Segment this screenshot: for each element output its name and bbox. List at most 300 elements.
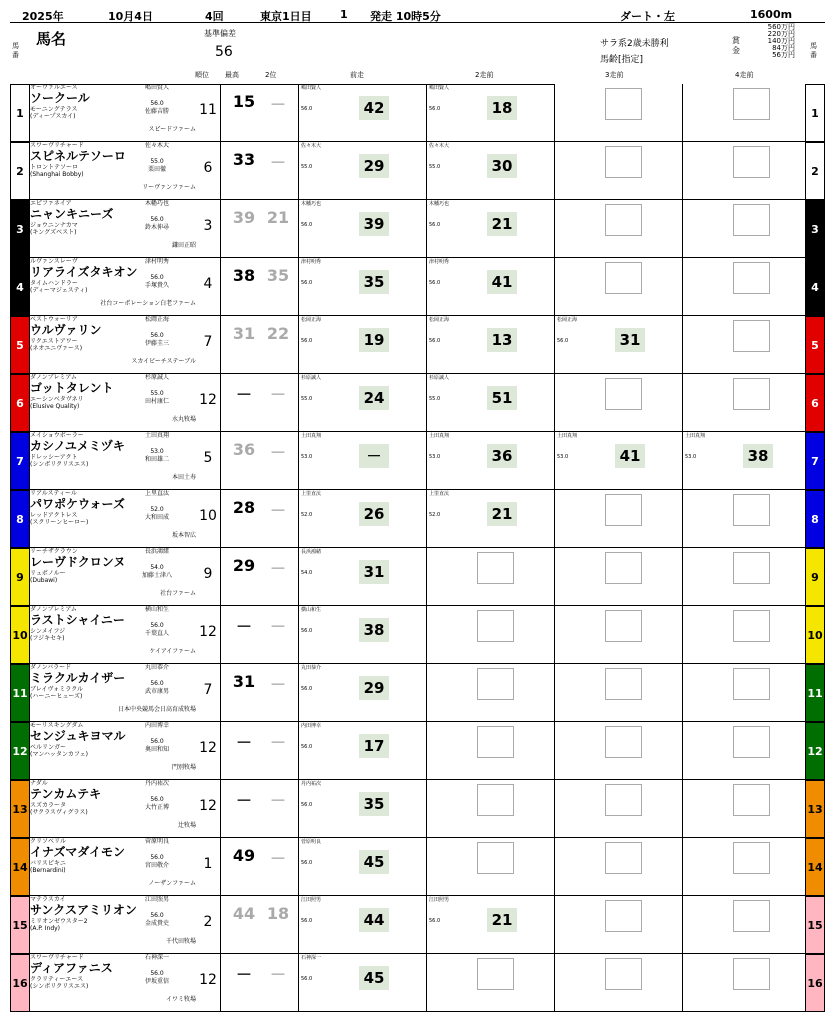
race-cell: [426, 316, 557, 373]
dam-sire: (シンボリクリスエス): [30, 983, 89, 990]
trainer: 武市康男: [144, 688, 169, 695]
race-cell-empty: [682, 374, 813, 431]
horse-name[interactable]: ディアファニス: [30, 961, 113, 975]
race-cell-empty: [554, 606, 685, 663]
score-cell: [220, 200, 297, 257]
race-score: 21: [487, 212, 517, 236]
rank: 2: [203, 914, 213, 930]
weight: 56.0: [150, 796, 164, 803]
weight: 53.0: [150, 448, 164, 455]
horse-info: [30, 316, 198, 373]
race-cell: [298, 84, 429, 141]
race-meta: 嶋田賢人: [301, 85, 322, 91]
rank: 12: [199, 740, 217, 756]
horse-name[interactable]: テンカムテキ: [30, 787, 102, 801]
race-score: 36: [487, 444, 517, 468]
rank: 6: [203, 160, 213, 176]
table-row: [10, 84, 825, 142]
trainer: 伊坂重信: [144, 978, 169, 985]
race-weight: 53.0: [557, 454, 569, 460]
jockey: 江田照男: [144, 896, 169, 903]
horse-info: [30, 258, 198, 315]
race-cell: [298, 374, 429, 431]
grid-box: [605, 842, 642, 874]
owner: スピードファーム: [148, 126, 196, 133]
table-row: [10, 664, 825, 722]
horse-name[interactable]: リアライズタキオン: [30, 265, 138, 279]
col-prev3: 3走前: [605, 71, 624, 79]
owner: イワミ牧場: [165, 996, 196, 1003]
race-meta: 土田真翔: [685, 433, 706, 439]
best-score: －: [235, 733, 252, 752]
grid-box: [733, 204, 770, 236]
race-cell-empty: [554, 722, 685, 779]
race-cell-empty: [554, 548, 685, 605]
best-score: 49: [232, 846, 256, 865]
jockey: 津村明秀: [144, 258, 169, 265]
table-row: [10, 490, 825, 548]
race-meta: 杉原誠人: [429, 375, 450, 381]
dam: シンメイフジ: [30, 628, 66, 635]
race-meta: 木幡巧也: [429, 201, 450, 207]
horse-name[interactable]: ラストシャイニー: [30, 613, 125, 627]
rank: 7: [203, 682, 213, 698]
race-weight: 56.0: [301, 106, 313, 112]
trainer: 大竹正博: [144, 804, 169, 811]
table-row: [10, 954, 825, 1012]
rank: 12: [199, 798, 217, 814]
race-cell: [426, 896, 557, 953]
race-meta: 津村明秀: [301, 259, 322, 265]
grid-box: [733, 378, 770, 410]
grid-box: [733, 900, 770, 932]
race-meta: 木幡巧也: [301, 201, 322, 207]
race-score: 24: [359, 386, 389, 410]
start-time: 発走 10時5分: [370, 10, 441, 23]
grid-box: [477, 668, 514, 700]
race-meta: 上里直汰: [301, 491, 322, 497]
race-meta: 菅原明良: [301, 839, 322, 845]
grid-box: [605, 494, 642, 526]
best-score: －: [235, 385, 252, 404]
horse-name[interactable]: カシノユメミヅキ: [30, 439, 125, 453]
race-cell-empty: [426, 954, 557, 1011]
trainer: 大和田成: [144, 514, 169, 521]
race-meta: 佐々木大: [301, 143, 322, 149]
race-weight: 56.0: [429, 222, 441, 228]
dam: レッドアクトレス: [30, 512, 78, 519]
score-cell: [220, 142, 297, 199]
grid-box: [733, 494, 770, 526]
prize-2: 220万円: [767, 30, 795, 38]
grid-box: [605, 378, 642, 410]
umaban-right: 15: [805, 896, 825, 954]
grid-box: [733, 320, 770, 352]
race-score: 51: [487, 386, 517, 410]
second-score: －: [269, 617, 286, 636]
race-cell-empty: [426, 606, 557, 663]
second-score: －: [269, 965, 286, 984]
race-cell-empty: [682, 490, 813, 547]
weight: 56.0: [150, 912, 164, 919]
race-weight: 56.0: [301, 222, 313, 228]
race-cell-empty: [426, 780, 557, 837]
race-score: 31: [615, 328, 645, 352]
race-meta: 土田真翔: [301, 433, 322, 439]
weight: 56.0: [150, 680, 164, 687]
umaban-left: 6: [10, 374, 30, 432]
rank: 12: [199, 624, 217, 640]
best-score: －: [235, 617, 252, 636]
dam-sire: (フジキセキ): [30, 635, 65, 642]
rank: 11: [199, 102, 217, 118]
trainer: 栗田徹: [147, 166, 166, 173]
grid-box: [605, 726, 642, 758]
owner: 社台ファーム: [160, 590, 196, 597]
dam: ドレッシーアクト: [30, 454, 78, 461]
owner: ケイアイファーム: [149, 648, 196, 655]
jockey: 石神深一: [144, 954, 169, 961]
rank: 12: [199, 392, 217, 408]
race-cell-empty: [682, 316, 813, 373]
rank: 3: [203, 218, 213, 234]
horse-name[interactable]: イナズマダイモン: [30, 845, 126, 859]
trainer: 和田雄二: [144, 456, 169, 463]
race-weight: 56.0: [429, 280, 441, 286]
race-meta: 松岡正海: [301, 317, 322, 323]
second-score: －: [269, 443, 286, 462]
race-cell-empty: [682, 954, 813, 1011]
weight: 56.0: [150, 854, 164, 861]
race-score: 45: [359, 966, 389, 990]
race-cell-empty: [554, 780, 685, 837]
dam-sire: (Elusive Quality): [30, 403, 80, 410]
umaban-left: 10: [10, 606, 30, 664]
horse-info: [30, 664, 198, 721]
table-row: [10, 722, 825, 780]
race-no: 1: [340, 8, 348, 21]
race-cell-empty: [554, 664, 685, 721]
dam: タイムハンドラー: [30, 280, 78, 287]
dam-sire: (ネオユニヴァース): [30, 345, 83, 352]
horse-name[interactable]: センジュキヨマル: [30, 729, 126, 743]
jockey: 土田真翔: [144, 432, 169, 439]
horse-info: [30, 954, 198, 1011]
race-title-bar: [10, 8, 825, 23]
weight: 56.0: [150, 738, 164, 745]
sire: メイショウボーラー: [30, 432, 84, 439]
race-weight: 53.0: [685, 454, 697, 460]
table-row: [10, 374, 825, 432]
race-score: －: [359, 444, 389, 468]
race-weight: 56.0: [557, 338, 569, 344]
second-score: －: [269, 95, 286, 114]
owner: 水丸牧場: [171, 416, 196, 423]
table-header: [10, 22, 825, 85]
race-meta: 杉原誠人: [301, 375, 322, 381]
sire: ダノンプレミアム: [30, 606, 77, 613]
race-cell: [426, 258, 557, 315]
entries-table: [10, 84, 825, 1012]
race-score: 38: [359, 618, 389, 642]
score-cell: [220, 838, 297, 895]
grid-box: [605, 552, 642, 584]
jockey: 松岡正海: [144, 316, 169, 323]
race-score: 21: [487, 908, 517, 932]
grid-box: [605, 204, 642, 236]
horse-info: [30, 606, 198, 663]
dam: エーシンベタヴネリ: [30, 396, 84, 403]
weight: 56.0: [150, 216, 164, 223]
race-cell-empty: [554, 896, 685, 953]
owner: 門別牧場: [171, 764, 196, 771]
umaban-right: 8: [805, 490, 825, 548]
race-cell-empty: [682, 84, 813, 141]
race-cell-empty: [554, 258, 685, 315]
second-score: －: [269, 791, 286, 810]
sire: スワーヴリチャード: [30, 954, 84, 961]
race-class: サラ系2歳未勝利: [600, 39, 669, 49]
grid-box: [605, 668, 642, 700]
score-cell: [220, 606, 297, 663]
grid-box: [733, 784, 770, 816]
jockey: 丹内祐次: [144, 780, 169, 787]
dam-sire: (A.P. Indy): [30, 925, 61, 932]
race-cell-empty: [426, 838, 557, 895]
second-score: －: [269, 501, 286, 520]
horse-name[interactable]: パワポケウォーズ: [30, 497, 125, 511]
race-weight: 53.0: [429, 454, 441, 460]
race-cell-empty: [554, 142, 685, 199]
dam-sire: (シンボリクリスエス): [30, 461, 89, 468]
umaban-left: 9: [10, 548, 30, 606]
dam-sire: (サクラスヴィグラス): [30, 809, 88, 816]
best-score: 36: [232, 440, 256, 459]
prize-label: 賞金: [732, 36, 740, 55]
race-cell: [298, 954, 429, 1011]
race-cell: [298, 200, 429, 257]
race-score: 35: [359, 270, 389, 294]
grid-box: [733, 552, 770, 584]
sire: オーヴァルエース: [30, 84, 78, 91]
table-row: [10, 606, 825, 664]
sire: クリソベリル: [30, 838, 67, 845]
best-score: 33: [232, 150, 256, 169]
umaban-label: 馬番: [12, 42, 19, 59]
race-score: 30: [487, 154, 517, 178]
grid-box: [605, 958, 642, 990]
race-cell-empty: [554, 490, 685, 547]
score-cell: [220, 258, 297, 315]
horse-name[interactable]: サンクスアミリオン: [30, 903, 137, 917]
horse-info: [30, 722, 198, 779]
owner: 坂本智広: [171, 532, 196, 539]
dam: ミリオンゼウスター2: [30, 918, 88, 925]
rank: 1: [203, 856, 213, 872]
dam-sire: (ディープスカイ): [30, 113, 76, 120]
rank: 7: [203, 334, 213, 350]
race-meta: 丸田恭介: [301, 665, 322, 671]
venue: 東京1日目: [260, 10, 312, 23]
sire: ナダル: [30, 780, 48, 787]
race-cell: [298, 722, 429, 779]
prize-list: [745, 24, 795, 59]
dam: ブレイヴォミラクル: [30, 686, 84, 693]
sire: エピファネイア: [30, 200, 72, 207]
owner: スカイビーチステーブル: [131, 358, 196, 365]
race-cell-empty: [682, 722, 813, 779]
best-score: 31: [232, 324, 256, 343]
sire: ルヴァンスレーヴ: [30, 258, 78, 265]
score-cell: [220, 316, 297, 373]
race-score: 21: [487, 502, 517, 526]
race-cell: [298, 490, 429, 547]
umaban-right: 1: [805, 84, 825, 142]
score-cell: [220, 780, 297, 837]
best-score: 29: [232, 556, 256, 575]
umaban-right: 10: [805, 606, 825, 664]
race-meta: 江田照男: [429, 897, 450, 903]
trainer: 手塚貴久: [144, 282, 169, 289]
jockey: 木幡巧也: [144, 200, 169, 207]
best-score: 39: [232, 208, 256, 227]
race-weight: 52.0: [301, 512, 313, 518]
race-cell: [426, 432, 557, 489]
horse-name[interactable]: ニャンキニーズ: [30, 207, 114, 221]
race-weight: 55.0: [301, 164, 313, 170]
umaban-right: 14: [805, 838, 825, 896]
dam: ベルリンガー: [30, 744, 67, 751]
grid-box: [605, 610, 642, 642]
second-score: 21: [266, 208, 290, 227]
prize-3: 140万円: [767, 37, 795, 45]
umaban-right: 2: [805, 142, 825, 200]
horse-name[interactable]: スピネルテソーロ: [30, 149, 126, 163]
horse-name[interactable]: ゴットタレント: [30, 381, 114, 395]
race-weight: 53.0: [301, 454, 313, 460]
score-cell: [220, 490, 297, 547]
table-row: [10, 548, 825, 606]
umaban-right: 16: [805, 954, 825, 1012]
owner: リーヴァンファーム: [142, 184, 196, 191]
prize-5: 56万円: [772, 51, 795, 59]
horse-info: [30, 838, 198, 895]
horse-name[interactable]: ソークール: [30, 91, 90, 105]
rank: 5: [203, 450, 213, 466]
horse-name[interactable]: レーヴドクロンヌ: [30, 555, 126, 569]
jockey: 嶋田賢人: [144, 84, 169, 91]
weight: 56.0: [150, 332, 164, 339]
race-meta: 丹内祐次: [301, 781, 322, 787]
race-cell-empty: [554, 954, 685, 1011]
race-cell: [426, 200, 557, 257]
grid-box: [733, 262, 770, 294]
grid-box: [733, 668, 770, 700]
race-score: 41: [615, 444, 645, 468]
race-weight: 56.0: [429, 918, 441, 924]
score-cell: [220, 84, 297, 141]
owner: 辻牧場: [177, 822, 196, 829]
dam-sire: (ディーマジェスティ): [30, 287, 88, 294]
table-row: [10, 200, 825, 258]
table-row: [10, 258, 825, 316]
grid-box: [605, 146, 642, 178]
race-meta: 石神深一: [301, 955, 322, 961]
race-cell-empty: [426, 548, 557, 605]
race-cell-empty: [682, 780, 813, 837]
race-cell: [298, 780, 429, 837]
race-cell-empty: [682, 200, 813, 257]
race-score: 26: [359, 502, 389, 526]
score-cell: [220, 664, 297, 721]
horse-info: [30, 548, 198, 605]
owner: 千代田牧場: [165, 938, 196, 945]
race-score: 41: [487, 270, 517, 294]
race-weight: 55.0: [429, 164, 441, 170]
dam: バリスピキニ: [30, 860, 66, 867]
race-cell-empty: [682, 142, 813, 199]
sire: マテラスカイ: [30, 896, 66, 903]
umaban-left: 4: [10, 258, 30, 316]
grid-box: [733, 146, 770, 178]
horse-name[interactable]: ウルヴァリン: [30, 323, 102, 337]
race-cell: [426, 142, 557, 199]
race-cell: [426, 490, 557, 547]
rank: 4: [203, 276, 213, 292]
dam: ジョウニンナカマ: [30, 222, 78, 229]
umaban-left: 13: [10, 780, 30, 838]
race-meta: 津村明秀: [429, 259, 450, 265]
dam: スズカラータ: [30, 802, 67, 809]
second-score: －: [269, 849, 286, 868]
umaban-right: 11: [805, 664, 825, 722]
owner: 社台コーポレーション白老ファーム: [100, 300, 196, 307]
race-cell: [298, 606, 429, 663]
table-row: [10, 896, 825, 954]
umaban-right: 12: [805, 722, 825, 780]
table-row: [10, 432, 825, 490]
grid-box: [733, 610, 770, 642]
dam-sire: (スクリーンヒーロー): [30, 519, 89, 526]
umaban-left: 8: [10, 490, 30, 548]
umaban-left: 7: [10, 432, 30, 490]
race-meta: 内田博幸: [301, 723, 322, 729]
score-cell: [220, 954, 297, 1011]
jockey: 上里直汰: [144, 490, 169, 497]
score-cell: [220, 722, 297, 779]
year: 2025年: [22, 10, 64, 23]
horse-name[interactable]: ミラクルカイザー: [30, 671, 126, 685]
race-weight: 56.0: [429, 106, 441, 112]
race-cell-empty: [682, 664, 813, 721]
race-cell: [298, 664, 429, 721]
grid-box: [477, 610, 514, 642]
umaban-left: 11: [10, 664, 30, 722]
race-meta: 土田真翔: [557, 433, 578, 439]
race-score: 44: [359, 908, 389, 932]
rank: 10: [199, 508, 217, 524]
col-prev: 前走: [350, 71, 364, 79]
jockey: 丸田恭介: [144, 664, 169, 671]
col-prev4: 4走前: [735, 71, 754, 79]
race-cell: [298, 142, 429, 199]
col-horse: 馬名: [36, 30, 67, 48]
race-weight: 56.0: [301, 628, 313, 634]
umaban-left: 1: [10, 84, 30, 142]
weight: 56.0: [150, 100, 164, 107]
dam: クラリティーエース: [30, 976, 84, 983]
race-cell-empty: [682, 258, 813, 315]
